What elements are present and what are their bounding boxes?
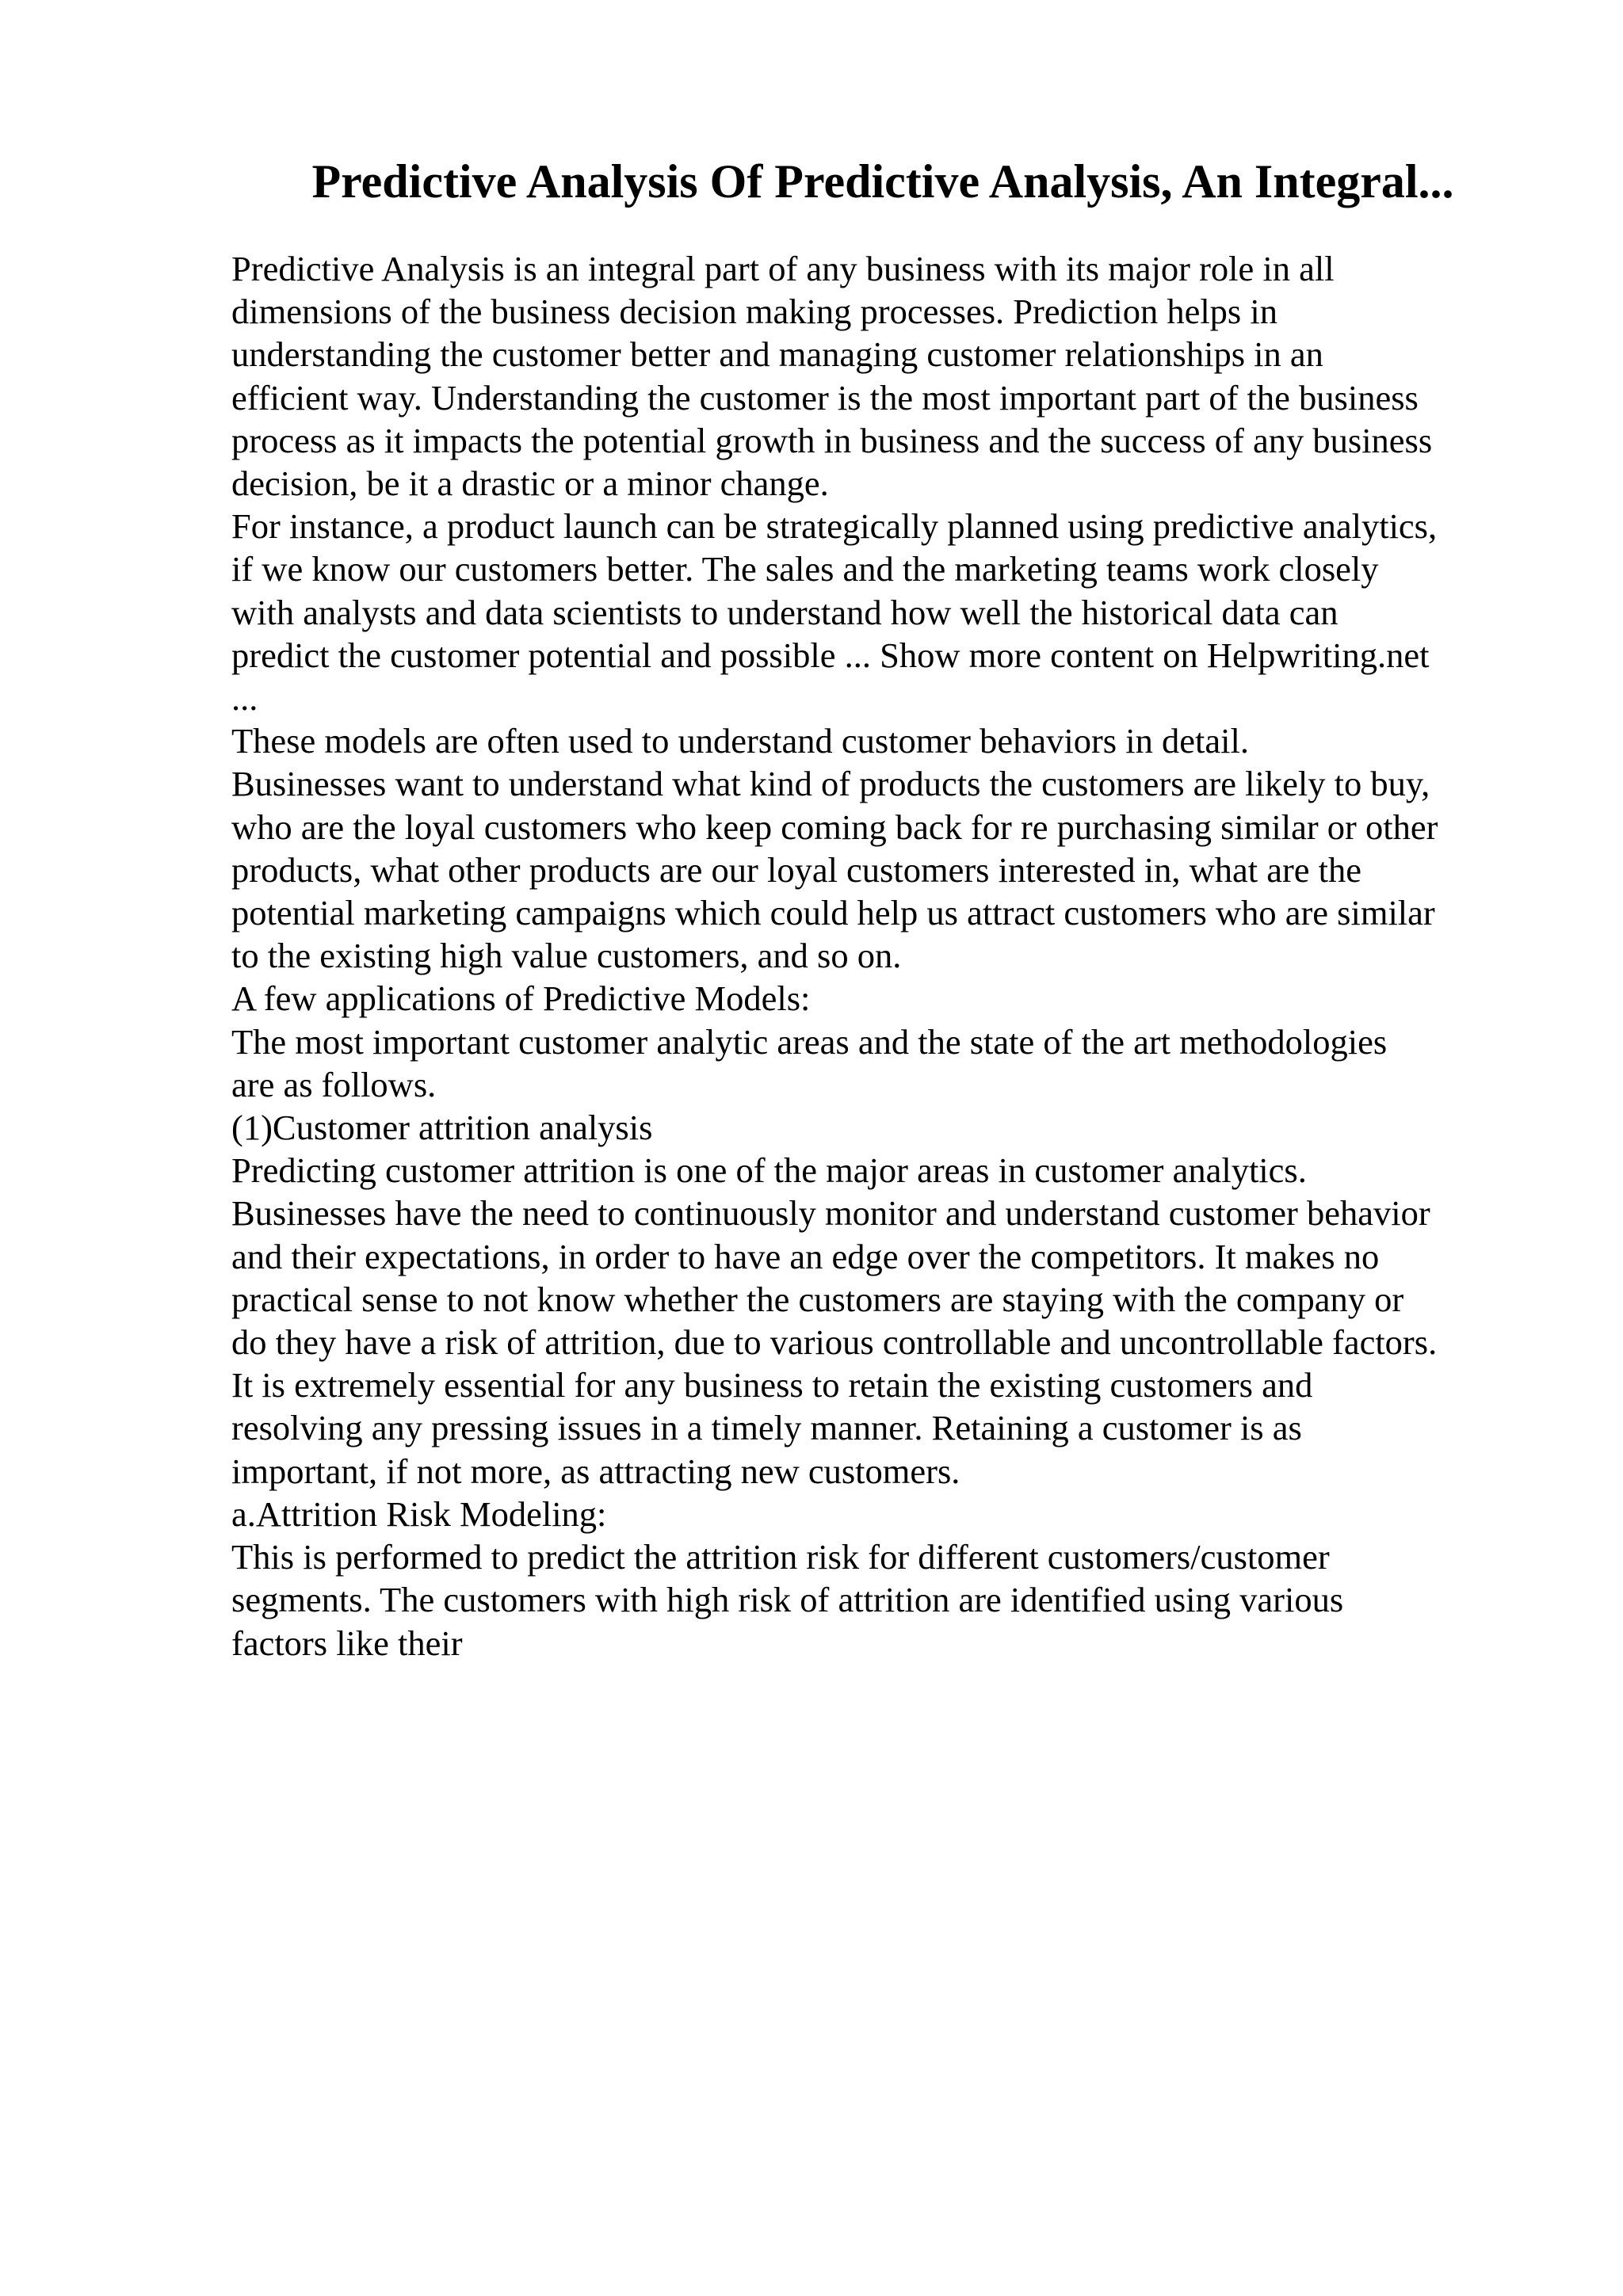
text-line: a.Attrition Risk Modeling: — [231, 1493, 607, 1534]
text-line: if we know our customers better. The sales and the marketing teams work closely — [231, 549, 1379, 589]
text-line: Businesses have the need to continuously monitor and understand customer behavior — [231, 1193, 1430, 1234]
text-line: It is extremely essential for any business to retain the existing customers and — [231, 1365, 1313, 1405]
text-line: dimensions of the business decision making processes. Prediction helps in — [231, 292, 1277, 332]
text-line: predict the customer potential and possible ... Show more content on Helpwriting.net — [231, 635, 1430, 675]
text-line: who are the loyal customers who keep coming back for re purchasing similar or other — [231, 807, 1438, 847]
text-line: important, if not more, as attracting new customers. — [231, 1451, 960, 1491]
text-line: efficient way. Understanding the customer is the most important part of the business — [231, 377, 1419, 418]
text-line: process as it impacts the potential growth in business and the success of any business — [231, 420, 1433, 460]
document-title: Predictive Analysis Of Predictive Analysis, An Integral... — [311, 155, 1454, 208]
text-line: These models are often used to understand customer behaviors in detail. — [231, 721, 1249, 761]
text-line: practical sense to not know whether the customers are staying with the company or — [231, 1279, 1404, 1319]
text-line: potential marketing campaigns which could help us attract customers who are similar — [231, 893, 1435, 933]
text-line: (1)Customer attrition analysis — [231, 1108, 653, 1148]
document-body — [231, 247, 1499, 1665]
text-line: Businesses want to understand what kind of products the customers are likely to buy, — [231, 764, 1430, 804]
text-line: segments. The customers with high risk of attrition are identified using various — [231, 1580, 1344, 1620]
text-line: For instance, a product launch can be strategically planned using predictive analytics, — [231, 506, 1438, 547]
text-line: Predictive Analysis is an integral part of any business with its major role in all — [231, 249, 1335, 288]
text-line: understanding the customer better and managing customer relationships in an — [231, 334, 1323, 375]
text-line: The most important customer analytic areas and the state of the art methodologies — [231, 1021, 1388, 1062]
text-line: Predicting customer attrition is one of the major areas in customer analytics. — [231, 1150, 1307, 1191]
text-line: This is performed to predict the attrition risk for different customers/customer — [231, 1537, 1330, 1577]
text-line: products, what other products are our loyal customers interested in, what are the — [231, 849, 1362, 890]
text-line: factors like their — [231, 1623, 463, 1663]
text-line: ... — [231, 678, 258, 719]
text-line: do they have a risk of attrition, due to various controllable and uncontrollable factors. — [231, 1322, 1438, 1363]
text-line: with analysts and data scientists to understand how well the historical data can — [231, 592, 1338, 632]
text-line: are as follows. — [231, 1064, 437, 1104]
text-line: A few applications of Predictive Models: — [231, 978, 811, 1019]
text-line: resolving any pressing issues in a timely manner. Retaining a customer is as — [231, 1408, 1302, 1448]
text-line: decision, be it a drastic or a minor change. — [231, 463, 829, 504]
text-line: and their expectations, in order to have an edge over the competitors. It makes no — [231, 1236, 1380, 1276]
text-line: to the existing high value customers, and so on. — [231, 936, 902, 976]
